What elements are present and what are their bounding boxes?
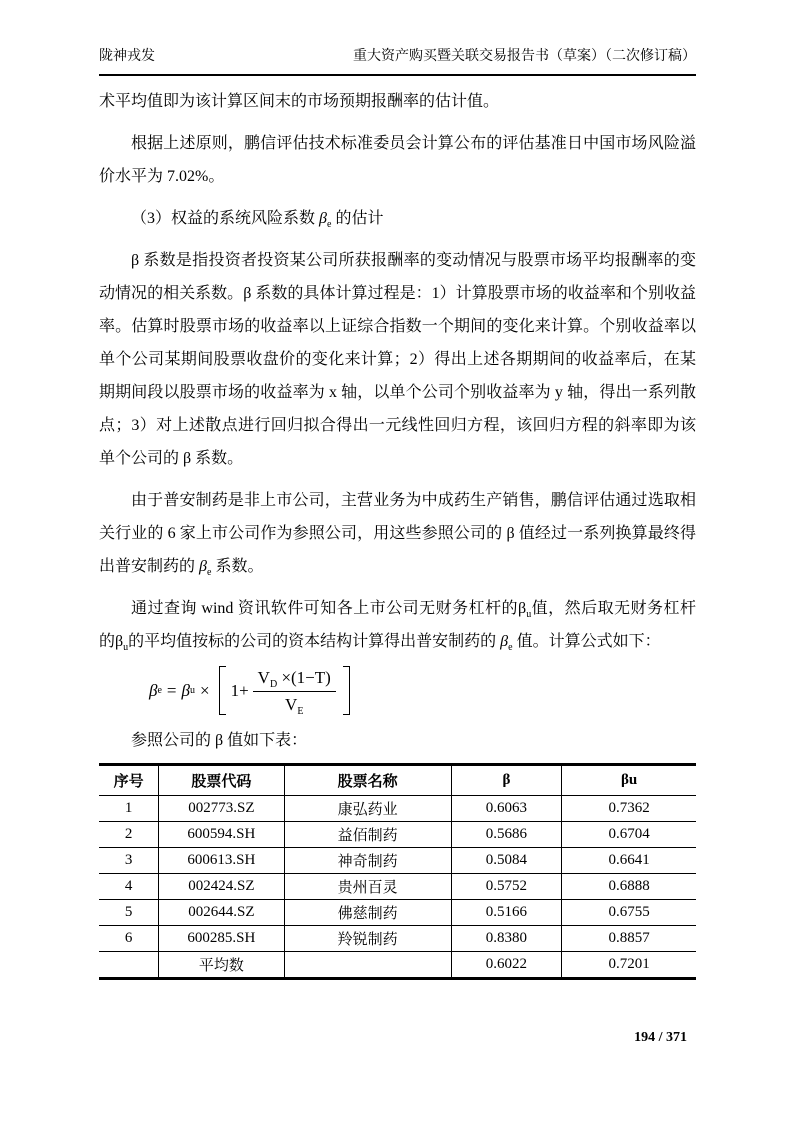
paragraph-continuation: 术平均值即为该计算区间末的市场预期报酬率的估计值。 xyxy=(99,93,500,110)
cell-seq: 1 xyxy=(99,796,159,822)
cell-beta-u: 0.6755 xyxy=(562,900,696,926)
p6-seg3: 的平均值按标的公司的资本结构计算得出普安制药的 xyxy=(128,633,497,650)
fraction-numerator xyxy=(253,666,336,692)
p6-seg2: 值，然后取无财务杠杆的β xyxy=(99,600,696,650)
cell-stock-name xyxy=(284,952,451,979)
cell-beta-u: 0.6704 xyxy=(562,822,696,848)
paragraph-wind-software xyxy=(99,592,696,658)
numerator-subscript: D xyxy=(269,679,278,690)
p5-text-post: 系数。 xyxy=(215,558,264,575)
column-header-beta-u: βu xyxy=(562,765,696,796)
cell-beta: 0.5166 xyxy=(451,900,561,926)
paragraph-beta-definition: β 系数是指投资者投资某公司所获报酬率的变动情况与股票市场平均报酬率的变动情况的相关系数。β 系数的具体计算过程是：1）计算股票市场的收益率和个别收益率。估算时股票市场的收益率以上证综合指数一个期间的变化来计算。个别收益率以单个公司某期间股票收盘价的变化来计算；2）得出上述各期期间的收益率后，在某期期间段以股票市场的收益率为 x 轴，以单个公司个别收益率为 y 轴，得出一系列散点；3）对上述散点进行回归拟合得出一元线性回归方程，该回归方程的斜率即为该单个公司的 β 系数。 xyxy=(99,252,696,467)
cell-beta-u: 0.6888 xyxy=(562,874,696,900)
paragraph-reference-companies xyxy=(99,484,696,583)
beta-formula: β e = β u × 1+ $\frac{V_D \times(1-T)}{V_E}$ xyxy=(149,666,696,715)
times-sign: × xyxy=(199,681,210,700)
cell-beta: 0.5084 xyxy=(451,848,561,874)
paragraph-risk-premium: 根据上述原则，鹏信评估技术标准委员会计算公布的评估基准日中国市场风险溢价水平为 7.02%。 xyxy=(99,135,696,185)
table-row xyxy=(99,822,696,848)
cell-beta-u: 0.6641 xyxy=(562,848,696,874)
numerator-rest: ×(1−T) xyxy=(277,668,331,687)
denominator-v: V xyxy=(285,695,298,714)
cell-stock-code: 600285.SH xyxy=(159,926,284,952)
fraction xyxy=(253,666,336,715)
beta-subscript: e xyxy=(326,219,332,230)
beta-u-subscript: u xyxy=(123,642,129,653)
table-row xyxy=(99,874,696,900)
cell-seq xyxy=(99,952,159,979)
cell-stock-name: 贵州百灵 xyxy=(284,874,451,900)
header-company: 陇神戎发 xyxy=(99,49,155,64)
formula-rhs-beta: β xyxy=(181,681,190,700)
table-row xyxy=(99,848,696,874)
cell-beta-u: 0.7362 xyxy=(562,796,696,822)
one-plus-term: 1+ xyxy=(230,681,249,700)
p6-seg1: 通过查询 wind 资讯软件可知各上市公司无财务杠杆的β xyxy=(131,600,527,617)
section-heading-beta-estimate xyxy=(99,202,696,235)
column-header-stock-name: 股票名称 xyxy=(284,765,451,796)
equals-sign: = xyxy=(166,681,177,700)
cell-stock-code: 002773.SZ xyxy=(159,796,284,822)
table-row xyxy=(99,796,696,822)
paragraph-table-intro: 参照公司的 β 值如下表： xyxy=(131,732,308,749)
numerator-v: V xyxy=(257,668,270,687)
cell-seq: 3 xyxy=(99,848,159,874)
formula-lhs-beta: β xyxy=(149,681,158,700)
beta-symbol: β xyxy=(199,558,207,575)
cell-stock-name: 益佰制药 xyxy=(284,822,451,848)
beta-symbol: β xyxy=(500,633,509,650)
heading-text-post: 的估计 xyxy=(335,210,384,227)
beta-subscript: e xyxy=(508,642,513,653)
cell-beta: 0.8380 xyxy=(451,926,561,952)
cell-stock-code: 002644.SZ xyxy=(159,900,284,926)
cell-beta-u: 0.8857 xyxy=(562,926,696,952)
beta-u-subscript: u xyxy=(526,609,532,620)
cell-beta: 0.6022 xyxy=(451,952,561,979)
beta-reference-table xyxy=(99,763,696,980)
left-bracket xyxy=(219,666,226,715)
beta-subscript: e xyxy=(206,567,212,578)
header-report-title: 重大资产购买暨关联交易报告书（草案）（二次修订稿） xyxy=(353,49,696,64)
table-row xyxy=(99,900,696,926)
cell-beta: 0.5686 xyxy=(451,822,561,848)
fraction-denominator xyxy=(280,692,308,715)
cell-seq: 4 xyxy=(99,874,159,900)
column-header-beta: β xyxy=(451,765,561,796)
table-row xyxy=(99,926,696,952)
cell-beta: 0.5752 xyxy=(451,874,561,900)
p6-seg4: 值。计算公式如下： xyxy=(516,633,661,650)
cell-beta-u: 0.7201 xyxy=(562,952,696,979)
table-row-average xyxy=(99,952,696,979)
p5-text-pre: 由于普安制药是非上市公司，主营业务为中成药生产销售，鹏信评估通过选取相关行业的 6 家上市公司作为参照公司，用这些参照公司的 β 值经过一系列换算最终得出普安制药的 xyxy=(99,492,696,575)
page-number: 194 / 371 xyxy=(634,1030,687,1045)
table-header-row xyxy=(99,765,696,796)
column-header-stock-code: 股票代码 xyxy=(159,765,284,796)
cell-beta: 0.6063 xyxy=(451,796,561,822)
cell-seq: 6 xyxy=(99,926,159,952)
cell-stock-name: 神奇制药 xyxy=(284,848,451,874)
beta-symbol: β xyxy=(319,210,327,227)
cell-stock-code: 600613.SH xyxy=(159,848,284,874)
cell-stock-name: 羚锐制药 xyxy=(284,926,451,952)
cell-stock-name: 康弘药业 xyxy=(284,796,451,822)
document-body xyxy=(99,85,696,980)
cell-seq: 2 xyxy=(99,822,159,848)
cell-stock-code: 600594.SH xyxy=(159,822,284,848)
column-header-seq: 序号 xyxy=(99,765,159,796)
cell-stock-name: 佛慈制药 xyxy=(284,900,451,926)
cell-average-label: 平均数 xyxy=(159,952,284,979)
cell-stock-code: 002424.SZ xyxy=(159,874,284,900)
cell-seq: 5 xyxy=(99,900,159,926)
heading-text-pre: （3）权益的系统风险系数 xyxy=(131,210,316,227)
denominator-subscript: E xyxy=(297,706,304,717)
page-header xyxy=(99,48,696,76)
right-bracket xyxy=(343,666,350,715)
